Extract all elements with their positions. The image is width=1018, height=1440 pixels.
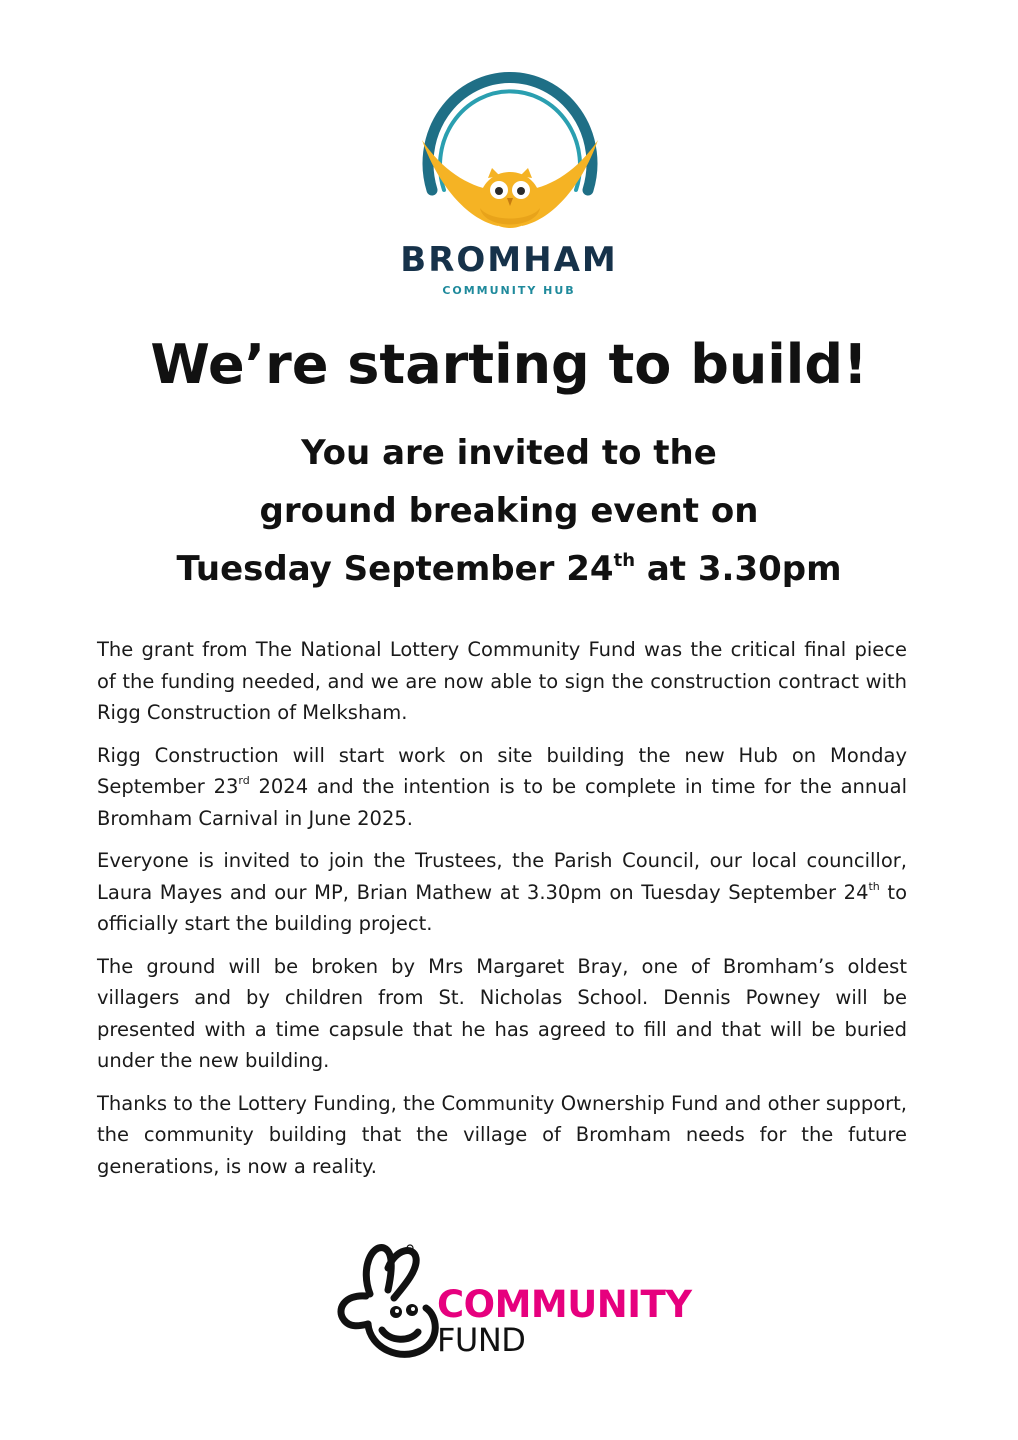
invite-line-3	[0, 540, 1018, 598]
paragraph-invitation-text: Everyone is invited to join the Trustees, the Parish Council, our local councillor, Laura Mayes and our MP, Brian Mathew at 3.30pm on Tuesday September 24	[97, 849, 907, 904]
paragraph-funding: The grant from The National Lottery Community Fund was the critical final piece of the funding needed, and we are now able to sign the construction contract with Rigg Construction of Melksham.	[97, 638, 907, 724]
paragraph-construction-text: Rigg Construction will start work on site building the new Hub on Monday September 23	[97, 743, 907, 798]
invite-date-suffix: th	[613, 550, 636, 571]
invite-line-2: ground breaking event on	[259, 491, 759, 531]
paragraph-ground-breaking: The ground will be broken by Mrs Margaret Bray, one of Bromham’s oldest villagers and by children from St. Nicholas School. Dennis Powney will be presented with a time capsule that he has agreed to fill and that will be buried under the new building.	[97, 954, 907, 1072]
fund-logo-word-community: COMMUNITY	[437, 1283, 692, 1326]
body-text	[97, 634, 907, 1193]
paragraph-construction-text-end: 2024 and the intention is to be complete in time for the annual Bromham Carnival in June 2025.	[97, 775, 907, 830]
brand-name: BROMHAM	[400, 240, 618, 280]
invite-line-1: You are invited to the	[301, 433, 717, 473]
invite-time: at 3.30pm	[635, 549, 842, 589]
headline: We’re starting to build!	[150, 333, 868, 396]
date-suffix: th	[868, 879, 880, 893]
paragraph-invitation-text-end: to officially start the building project.	[97, 880, 907, 935]
brand-subtitle: COMMUNITY HUB	[442, 284, 576, 297]
paragraph-thanks: Thanks to the Lottery Funding, the Community Ownership Fund and other support, the community building that the village of Bromham needs for the future generations, is now a reality.	[97, 1091, 907, 1178]
invitation-block	[0, 424, 1018, 598]
date-suffix: rd	[238, 774, 250, 787]
paragraph-invitation	[97, 845, 907, 940]
fund-logo-word-fund: FUND	[437, 1321, 526, 1359]
paragraph-construction	[97, 740, 907, 835]
invite-date: Tuesday September 24	[176, 549, 614, 589]
